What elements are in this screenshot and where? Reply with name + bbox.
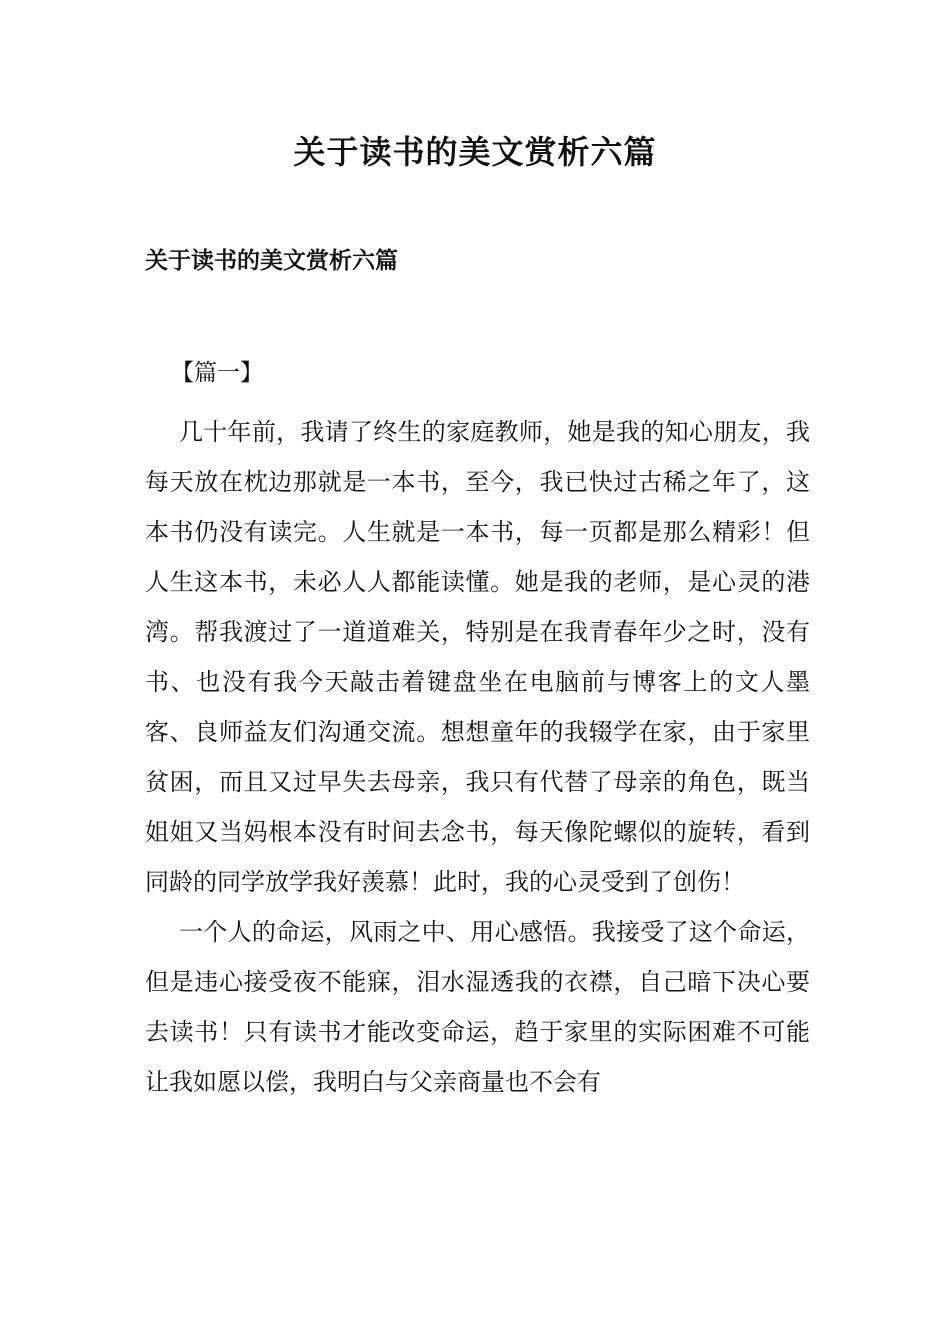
section-label: 【篇一】 — [171, 360, 263, 386]
paragraph-2: 一个人的命运，风雨之中、用心感悟。我接受了这个命运，但是违心接受夜不能寐，泪水湿透我的衣襟，自己暗下决心要去读书！只有读书才能改变命运，趋于家里的实际困难不可能让我如愿以偿，我明白与父亲商量也不会有 — [145, 918, 810, 1096]
document-subtitle: 关于读书的美文赏析六篇 — [145, 248, 398, 274]
document-title: 关于读书的美文赏析六篇 — [293, 133, 657, 171]
paragraph-1: 几十年前，我请了终生的家庭教师，她是我的知心朋友，我每天放在枕边那就是一本书，至今，我已快过古稀之年了，这本书仍没有读完。人生就是一本书，每一页都是那么精彩！但人生这本书，未必人人都能读懂。她是我的老师，是心灵的港湾。帮我渡过了一道道难关，特别是在我青春年少之时，没有书、也没有我今天敲击着键盘坐在电脑前与博客上的文人墨客、良师益友们沟通交流。想想童年的我辍学在家，由于家里贫困，而且又过早失去母亲，我只有代替了母亲的角色，既当姐姐又当妈根本没有时间去念书，每天像陀螺似的旋转，看到同龄的同学放学我好羡慕！此时，我的心灵受到了创伤！ — [145, 418, 810, 896]
body-text — [145, 407, 810, 1107]
